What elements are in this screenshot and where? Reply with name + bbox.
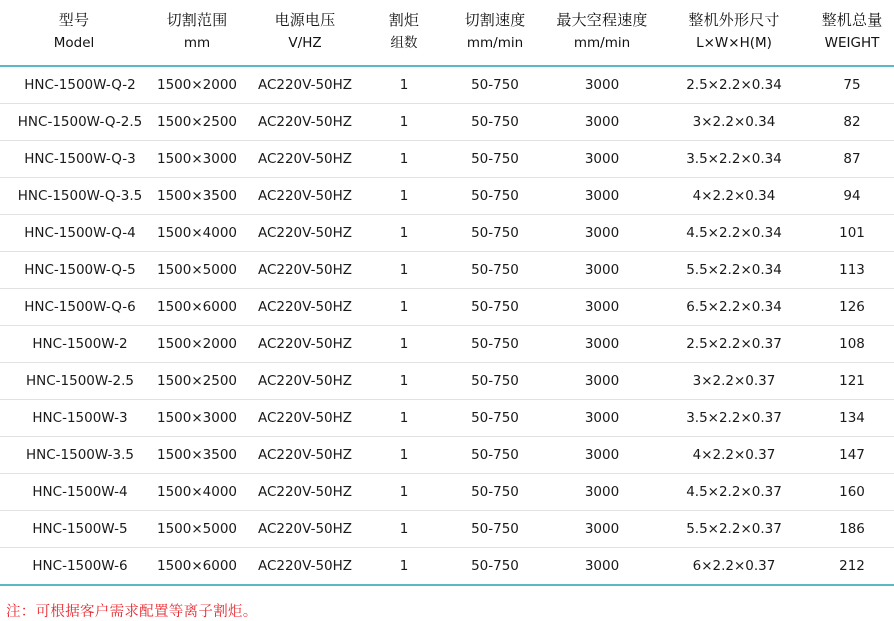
table-cell: 3.5×2.2×0.34 (658, 141, 810, 178)
table-cell: 212 (810, 548, 894, 586)
table-cell: AC220V-50HZ (246, 66, 364, 104)
table-row (0, 66, 894, 104)
column-header (364, 0, 444, 66)
table-cell: 2.5×2.2×0.34 (658, 66, 810, 104)
column-header-en: WEIGHT (824, 34, 880, 51)
table-cell: AC220V-50HZ (246, 326, 364, 363)
column-header (444, 0, 546, 66)
table-row (0, 289, 894, 326)
column-header-cn: 最大空程速度 (556, 11, 648, 29)
column-header-cn: 型号 (58, 11, 90, 29)
table-cell: 50-750 (444, 363, 546, 400)
table-row (0, 474, 894, 511)
table-cell: 94 (810, 178, 894, 215)
table-cell: 1500×3500 (148, 178, 246, 215)
table-cell: 1 (364, 289, 444, 326)
table-cell: 3000 (546, 289, 658, 326)
table-cell: 1500×5000 (148, 252, 246, 289)
table-cell: AC220V-50HZ (246, 437, 364, 474)
table-cell: 1 (364, 437, 444, 474)
table-cell: 87 (810, 141, 894, 178)
column-header (246, 0, 364, 66)
table-cell: AC220V-50HZ (246, 474, 364, 511)
table-cell: 126 (810, 289, 894, 326)
column-header (148, 0, 246, 66)
table-cell: AC220V-50HZ (246, 363, 364, 400)
table-cell: 1 (364, 363, 444, 400)
table-cell: 50-750 (444, 437, 546, 474)
column-header-cn: 电源电压 (274, 11, 336, 29)
table-cell: 4.5×2.2×0.37 (658, 474, 810, 511)
table-cell: 50-750 (444, 178, 546, 215)
table-cell: 3000 (546, 215, 658, 252)
table-cell: 101 (810, 215, 894, 252)
cell-model: HNC-1500W-3.5 (0, 437, 148, 474)
table-cell: 1500×2500 (148, 104, 246, 141)
table-cell: 121 (810, 363, 894, 400)
table-cell: 50-750 (444, 66, 546, 104)
table-cell: 4×2.2×0.37 (658, 437, 810, 474)
table-row (0, 548, 894, 586)
table-row (0, 437, 894, 474)
table-cell: 1 (364, 326, 444, 363)
cell-model: HNC-1500W-3 (0, 400, 148, 437)
cell-model: HNC-1500W-Q-5 (0, 252, 148, 289)
table-cell: 108 (810, 326, 894, 363)
table-header (0, 0, 894, 66)
table-cell: 2.5×2.2×0.37 (658, 326, 810, 363)
table-cell: 3×2.2×0.37 (658, 363, 810, 400)
table-cell: 3000 (546, 104, 658, 141)
column-header (0, 0, 148, 66)
table-row (0, 178, 894, 215)
column-header-en: V/HZ (288, 34, 322, 51)
table-cell: 147 (810, 437, 894, 474)
table-cell: AC220V-50HZ (246, 252, 364, 289)
table-cell: 1 (364, 511, 444, 548)
table-row (0, 363, 894, 400)
column-header-cn: 切割速度 (464, 11, 526, 29)
table-row (0, 141, 894, 178)
cell-model: HNC-1500W-5 (0, 511, 148, 548)
table-cell: 50-750 (444, 215, 546, 252)
column-header-en: L×W×H(M) (696, 34, 772, 51)
table-cell: 1 (364, 474, 444, 511)
table-cell: 1500×4000 (148, 215, 246, 252)
table-cell: 134 (810, 400, 894, 437)
table-cell: AC220V-50HZ (246, 178, 364, 215)
table-cell: AC220V-50HZ (246, 548, 364, 586)
table-cell: AC220V-50HZ (246, 400, 364, 437)
table-cell: AC220V-50HZ (246, 511, 364, 548)
table-cell: 113 (810, 252, 894, 289)
table-cell: 1500×3000 (148, 400, 246, 437)
table-cell: 3.5×2.2×0.37 (658, 400, 810, 437)
table-cell: 1 (364, 141, 444, 178)
table-cell: 1500×2500 (148, 363, 246, 400)
table-row (0, 104, 894, 141)
column-header (658, 0, 810, 66)
table-cell: 82 (810, 104, 894, 141)
table-cell: 50-750 (444, 252, 546, 289)
table-cell: 50-750 (444, 141, 546, 178)
table-cell: 1 (364, 548, 444, 586)
column-header (810, 0, 894, 66)
header-row (0, 0, 894, 66)
footnote-text: 注：可根据客户需求配置等离子割炬。 (6, 604, 258, 621)
table-cell: 3000 (546, 66, 658, 104)
table-cell: 1 (364, 66, 444, 104)
cell-model: HNC-1500W-Q-6 (0, 289, 148, 326)
column-header-cn: 整机总量 (821, 11, 883, 29)
footnote (0, 600, 894, 621)
column-header-en: mm/min (573, 34, 631, 51)
table-row (0, 511, 894, 548)
table-cell: 3000 (546, 548, 658, 586)
table-cell: 1500×2000 (148, 66, 246, 104)
table-cell: 1500×3500 (148, 437, 246, 474)
table-cell: 1 (364, 215, 444, 252)
table-cell: 1 (364, 252, 444, 289)
table-cell: AC220V-50HZ (246, 289, 364, 326)
table-cell: 5.5×2.2×0.34 (658, 252, 810, 289)
table-cell: 1500×2000 (148, 326, 246, 363)
column-header-cn: 整机外形尺寸 (688, 11, 780, 29)
cell-model: HNC-1500W-2.5 (0, 363, 148, 400)
table-cell: 6.5×2.2×0.34 (658, 289, 810, 326)
table-cell: 1500×4000 (148, 474, 246, 511)
table-cell: 160 (810, 474, 894, 511)
table-row (0, 326, 894, 363)
table-row (0, 215, 894, 252)
table-cell: AC220V-50HZ (246, 104, 364, 141)
table-cell: 1500×6000 (148, 289, 246, 326)
table-cell: 1500×6000 (148, 548, 246, 586)
column-header-en: mm (183, 34, 211, 51)
cell-model: HNC-1500W-4 (0, 474, 148, 511)
cell-model: HNC-1500W-Q-3 (0, 141, 148, 178)
table-cell: 1500×3000 (148, 141, 246, 178)
table-cell: 1500×5000 (148, 511, 246, 548)
table-cell: 3000 (546, 363, 658, 400)
table-cell: 3000 (546, 474, 658, 511)
table-cell: 1 (364, 178, 444, 215)
table-cell: 50-750 (444, 400, 546, 437)
table-cell: 5.5×2.2×0.37 (658, 511, 810, 548)
table-body (0, 66, 894, 585)
table-cell: 3000 (546, 252, 658, 289)
table-cell: 75 (810, 66, 894, 104)
table-row (0, 252, 894, 289)
cell-model: HNC-1500W-6 (0, 548, 148, 586)
table-cell: 1 (364, 400, 444, 437)
table-cell: 186 (810, 511, 894, 548)
table-cell: 3000 (546, 178, 658, 215)
table-cell: AC220V-50HZ (246, 215, 364, 252)
column-header-en: 组数 (390, 34, 418, 51)
table-cell: 50-750 (444, 511, 546, 548)
table-cell: 6×2.2×0.37 (658, 548, 810, 586)
table-cell: 3000 (546, 511, 658, 548)
column-header-cn: 切割范围 (166, 11, 228, 29)
column-header-en: Model (53, 34, 95, 51)
table-cell: 3×2.2×0.34 (658, 104, 810, 141)
table-cell: 50-750 (444, 326, 546, 363)
table-row (0, 400, 894, 437)
column-header (546, 0, 658, 66)
table-cell: 4×2.2×0.34 (658, 178, 810, 215)
table-cell: AC220V-50HZ (246, 141, 364, 178)
table-cell: 3000 (546, 326, 658, 363)
table-cell: 1 (364, 104, 444, 141)
table-cell: 3000 (546, 400, 658, 437)
table-cell: 3000 (546, 141, 658, 178)
cell-model: HNC-1500W-Q-2.5 (0, 104, 148, 141)
table-cell: 4.5×2.2×0.34 (658, 215, 810, 252)
column-header-cn: 割炬 (388, 11, 420, 29)
table-cell: 50-750 (444, 474, 546, 511)
column-header-en: mm/min (466, 34, 524, 51)
cell-model: HNC-1500W-Q-2 (0, 66, 148, 104)
cell-model: HNC-1500W-Q-4 (0, 215, 148, 252)
table-cell: 50-750 (444, 548, 546, 586)
cell-model: HNC-1500W-Q-3.5 (0, 178, 148, 215)
cell-model: HNC-1500W-2 (0, 326, 148, 363)
table-cell: 50-750 (444, 104, 546, 141)
table-cell: 3000 (546, 437, 658, 474)
table-cell: 50-750 (444, 289, 546, 326)
